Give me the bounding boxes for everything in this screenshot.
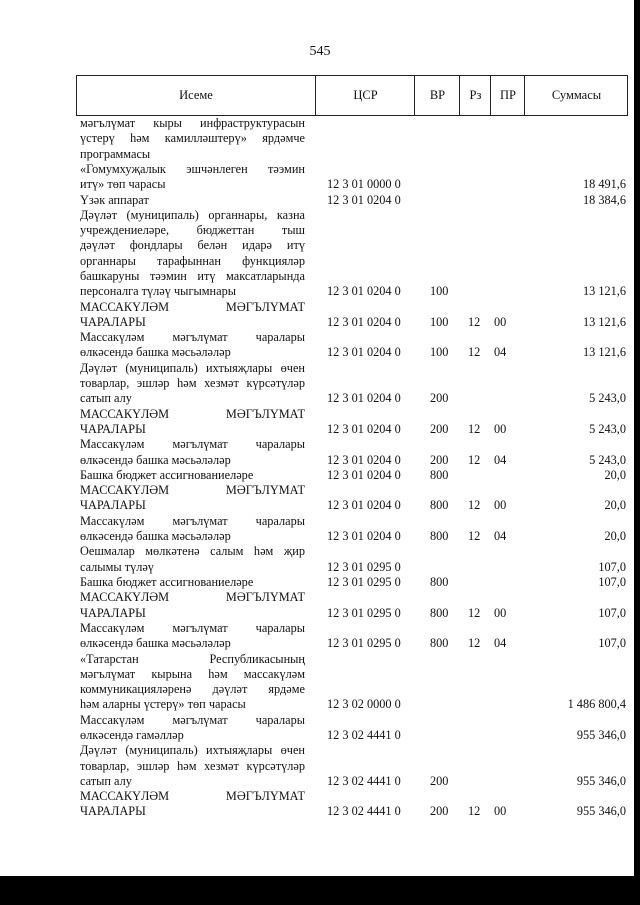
- row-csr: 12 3 01 0204 0: [327, 529, 401, 544]
- row-name-line: товарлар, эшләр һәм хезмәт күрсәтүләр: [80, 376, 305, 391]
- table-row: [0, 468, 640, 483]
- row-csr: 12 3 02 4441 0: [327, 804, 401, 819]
- row-pr: 00: [494, 498, 507, 513]
- row-csr: 12 3 02 4441 0: [327, 773, 401, 788]
- row-vr: 800: [430, 498, 449, 513]
- row-name: [80, 544, 305, 575]
- row-rz: 12: [468, 605, 481, 620]
- row-name-line: Массакүләм мәгълүмат чаралары: [80, 513, 305, 528]
- row-vr: 200: [430, 421, 449, 436]
- row-csr: 12 3 01 0295 0: [327, 605, 401, 620]
- table-row: [0, 514, 640, 545]
- row-rz: 12: [468, 636, 481, 651]
- row-name-line: учреждениеләре, бюджеттан тыш: [80, 223, 305, 238]
- row-name: [80, 713, 305, 744]
- row-name-line: Массакүләм мәгълүмат чаралары: [80, 712, 305, 727]
- row-name: [80, 407, 305, 438]
- table-row: [0, 361, 640, 407]
- row-sum: 955 346,0: [576, 727, 626, 742]
- row-name-line: сатып алу: [80, 773, 132, 788]
- row-name-line: органнары тарафыннан функцияләр: [80, 253, 305, 268]
- row-name-line: башкаруны тәэмин итү максатларында: [80, 268, 305, 283]
- row-name-line: үстерү һәм камилләштерү» ярдәмче: [80, 131, 305, 146]
- row-name-line: товарлар, эшләр һәм хезмәт күрсәтүләр: [80, 758, 305, 773]
- row-csr: 12 3 01 0204 0: [327, 421, 401, 436]
- row-name-line: МАССАКҮЛӘМ МӘГЪЛҮМАТ: [80, 590, 305, 605]
- row-rz: 12: [468, 804, 481, 819]
- row-name: [80, 575, 305, 590]
- row-name-line: мәгълүмат кырына һәм массакүләм: [80, 666, 305, 681]
- row-rz: 12: [468, 452, 481, 467]
- row-name: [80, 330, 305, 361]
- row-name: [80, 208, 305, 300]
- row-name-line: «Гомумхуҗалык эшчәнлеген тәэмин: [80, 161, 305, 176]
- row-name: [80, 483, 305, 514]
- row-name-line: МАССАКҮЛӘМ МӘГЪЛҮМАТ: [80, 299, 305, 314]
- table-row: [0, 789, 640, 820]
- header-pr: ПР: [490, 76, 525, 115]
- row-rz: 12: [468, 421, 481, 436]
- row-name: [80, 652, 305, 713]
- row-name-line: МАССАКҮЛӘМ МӘГЪЛҮМАТ: [80, 483, 305, 498]
- table-row: [0, 743, 640, 789]
- row-vr: 200: [430, 804, 449, 819]
- row-vr: 800: [430, 605, 449, 620]
- row-rz: 12: [468, 345, 481, 360]
- table-row: [0, 162, 640, 193]
- row-vr: 200: [430, 452, 449, 467]
- row-sum: 107,0: [598, 636, 626, 651]
- row-name: [80, 300, 305, 331]
- row-name-line: программасы: [80, 146, 151, 161]
- table-row: [0, 407, 640, 438]
- row-sum: 107,0: [598, 575, 626, 589]
- row-csr: 12 3 01 0204 0: [327, 284, 401, 299]
- row-sum: 18 491,6: [582, 177, 626, 192]
- row-name-line: салымы түләү: [80, 559, 154, 574]
- row-name-line: ЧАРАЛАРЫ: [80, 498, 146, 513]
- row-name-line: һәм аларны үстерү» төп чарасы: [80, 697, 246, 712]
- row-name-line: Дәүләт (муниципаль) органнары, казна: [80, 207, 305, 222]
- row-name-line: МАССАКҮЛӘМ МӘГЪЛҮМАТ: [80, 789, 305, 804]
- row-name-line: өлкәсендә башка мәсьәләләр: [80, 636, 231, 651]
- row-name-line: Дәүләт (муниципаль) ихтыяҗлары өчен: [80, 360, 305, 375]
- row-name-line: дәүләт фондлары белән идарә итү: [80, 238, 305, 253]
- table-row: [0, 652, 640, 713]
- row-name-line: Башка бюджет ассигнованиеләре: [80, 467, 254, 482]
- table-row: [0, 300, 640, 331]
- row-sum: 1 486 800,4: [567, 697, 626, 712]
- row-name-line: өлкәсендә башка мәсьәләләр: [80, 529, 231, 544]
- row-sum: 20,0: [604, 529, 626, 544]
- row-sum: 13 121,6: [582, 284, 626, 299]
- table-row: [0, 544, 640, 575]
- table-header: [76, 75, 628, 116]
- row-pr: 00: [494, 605, 507, 620]
- row-csr: 12 3 01 0000 0: [327, 177, 401, 192]
- row-pr: 04: [494, 529, 507, 544]
- row-vr: 800: [430, 575, 449, 589]
- row-name-line: Массакүләм мәгълүмат чаралары: [80, 330, 305, 345]
- row-name: [80, 743, 305, 789]
- header-name: Исеме: [179, 88, 213, 102]
- row-name-line: Үзәк аппарат: [80, 192, 149, 207]
- table-row: [0, 621, 640, 652]
- row-name: [80, 437, 305, 468]
- row-name-line: ЧАРАЛАРЫ: [80, 605, 146, 620]
- row-name-line: Оешмалар мөлкәтенә салым һәм җир: [80, 544, 305, 559]
- row-name-line: ЧАРАЛАРЫ: [80, 804, 146, 819]
- row-pr: 04: [494, 636, 507, 651]
- table-row: [0, 575, 640, 590]
- row-sum: 13 121,6: [582, 345, 626, 360]
- row-name: [80, 193, 305, 208]
- row-vr: 100: [430, 284, 449, 299]
- row-rz: 12: [468, 314, 481, 329]
- row-vr: 100: [430, 345, 449, 360]
- row-name-line: Дәүләт (муниципаль) ихтыяҗлары өчен: [80, 743, 305, 758]
- scan-edge-bottom: [0, 876, 640, 905]
- row-rz: 12: [468, 498, 481, 513]
- row-name-line: итү» төп чарасы: [80, 177, 166, 192]
- row-sum: 5 243,0: [589, 421, 626, 436]
- row-name: [80, 361, 305, 407]
- scan-edge: [634, 0, 640, 905]
- row-rz: 12: [468, 529, 481, 544]
- header-vr: ВР: [414, 76, 460, 115]
- row-csr: 12 3 01 0295 0: [327, 575, 401, 589]
- table-row: [0, 193, 640, 208]
- row-csr: 12 3 01 0204 0: [327, 345, 401, 360]
- header-csr: ЦСР: [315, 76, 415, 115]
- row-name: [80, 162, 305, 193]
- table-row: [0, 713, 640, 744]
- table-row: [0, 590, 640, 621]
- row-vr: 200: [430, 773, 449, 788]
- row-csr: 12 3 01 0204 0: [327, 498, 401, 513]
- row-name: [80, 789, 305, 820]
- row-pr: 00: [494, 421, 507, 436]
- row-sum: 107,0: [598, 559, 626, 574]
- row-sum: 5 243,0: [589, 391, 626, 406]
- row-csr: 12 3 01 0295 0: [327, 559, 401, 574]
- row-name: [80, 514, 305, 545]
- row-csr: 12 3 01 0204 0: [327, 391, 401, 406]
- row-csr: 12 3 01 0204 0: [327, 314, 401, 329]
- row-vr: 100: [430, 314, 449, 329]
- table-row: [0, 483, 640, 514]
- row-name-line: «Татарстан Республикасының: [80, 651, 305, 666]
- row-sum: 5 243,0: [589, 452, 626, 467]
- row-name-line: сатып алу: [80, 391, 132, 406]
- row-name-line: өлкәсендә башка мәсьәләләр: [80, 345, 231, 360]
- table-row: [0, 116, 640, 162]
- row-name-line: МАССАКҮЛӘМ МӘГЪЛҮМАТ: [80, 406, 305, 421]
- row-pr: 04: [494, 345, 507, 360]
- row-sum: 955 346,0: [576, 773, 626, 788]
- row-vr: 800: [430, 529, 449, 544]
- row-name-line: коммуникацияләренә дәүләт ярдәме: [80, 682, 305, 697]
- row-name-line: Башка бюджет ассигнованиеләре: [80, 575, 254, 589]
- row-sum: 20,0: [604, 467, 626, 482]
- row-csr: 12 3 01 0204 0: [327, 192, 401, 207]
- row-vr: 800: [430, 636, 449, 651]
- table-row: [0, 330, 640, 361]
- row-sum: 107,0: [598, 605, 626, 620]
- row-pr: 00: [494, 314, 507, 329]
- row-name-line: ЧАРАЛАРЫ: [80, 314, 146, 329]
- row-sum: 20,0: [604, 498, 626, 513]
- row-name: [80, 590, 305, 621]
- row-name: [80, 116, 305, 162]
- row-name: [80, 621, 305, 652]
- row-vr: 200: [430, 391, 449, 406]
- row-name-line: персоналга түләү чыгымнары: [80, 284, 236, 299]
- row-sum: 955 346,0: [576, 804, 626, 819]
- row-pr: 04: [494, 452, 507, 467]
- row-csr: 12 3 02 4441 0: [327, 727, 401, 742]
- header-sum: Суммасы: [524, 76, 628, 115]
- table-row: [0, 208, 640, 300]
- row-csr: 12 3 02 0000 0: [327, 697, 401, 712]
- row-csr: 12 3 01 0204 0: [327, 467, 401, 482]
- row-name-line: өлкәсендә башка мәсьәләләр: [80, 452, 231, 467]
- table-row: [0, 437, 640, 468]
- row-csr: 12 3 01 0295 0: [327, 636, 401, 651]
- row-vr: 800: [430, 467, 449, 482]
- page-number: 545: [309, 44, 331, 59]
- row-sum: 18 384,6: [582, 192, 626, 207]
- row-sum: 13 121,6: [582, 314, 626, 329]
- row-name-line: Массакүләм мәгълүмат чаралары: [80, 620, 305, 635]
- header-rz: Рз: [459, 76, 491, 115]
- row-name-line: мәгълүмат кыры инфраструктурасын: [80, 116, 305, 130]
- row-name-line: ЧАРАЛАРЫ: [80, 421, 146, 436]
- row-name-line: өлкәсендә гамәлләр: [80, 727, 184, 742]
- row-csr: 12 3 01 0204 0: [327, 452, 401, 467]
- row-name-line: Массакүләм мәгълүмат чаралары: [80, 437, 305, 452]
- row-name: [80, 468, 305, 483]
- row-pr: 00: [494, 804, 507, 819]
